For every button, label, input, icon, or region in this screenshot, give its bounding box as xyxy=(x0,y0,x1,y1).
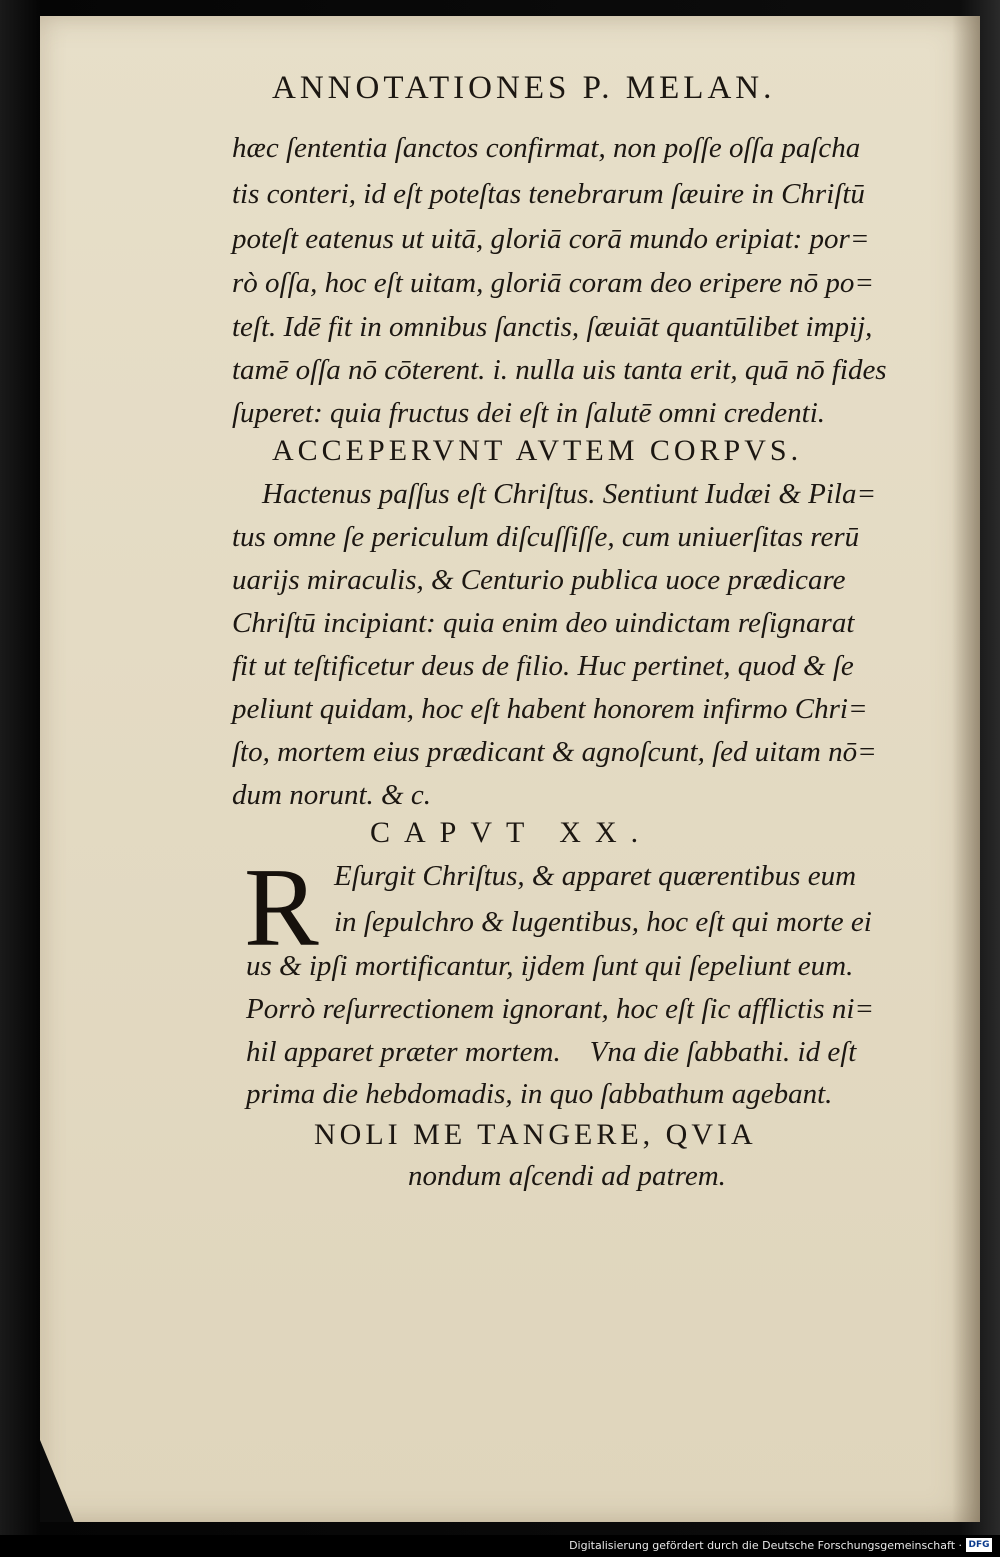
text-line: dum norunt. & c. xyxy=(232,779,431,811)
text-line: poteſt eatenus ut uitā, gloriā corā mundo eripiat: por= xyxy=(232,223,870,255)
section-heading: NOLI ME TANGERE, QVIA xyxy=(314,1118,757,1151)
text-line: prima die hebdomadis, in quo ſabbathum agebant. xyxy=(246,1078,833,1110)
text-line: teſt. Idē fit in omnibus ſanctis, ſæuiāt quantūlibet impij, xyxy=(232,311,873,343)
text-line: uarijs miraculis, & Centurio publica uoce prædicare xyxy=(232,564,846,596)
text-line: Porrò reſurrectionem ignorant, hoc eſt ſic afflictis ni= xyxy=(246,993,874,1025)
text-line: peliunt quidam, hoc eſt habent honorem infirmo Chri= xyxy=(232,693,868,725)
text-line: tamē oſſa nō cōterent. i. nulla uis tanta erit, quā nō fides xyxy=(232,354,887,386)
dfg-logo-icon: DFG xyxy=(966,1538,992,1552)
chapter-heading: CAPVT XX. xyxy=(370,816,653,849)
running-header: ANNOTATIONES P. MELAN. xyxy=(272,70,776,106)
text-line: rò oſſa, hoc eſt uitam, gloriā coram deo eripere nō po= xyxy=(232,267,874,299)
section-heading: ACCEPERVNT AVTEM CORPVS. xyxy=(272,434,803,467)
text-line: fit ut teſtificetur deus de filio. Huc pertinet, quod & ſe xyxy=(232,650,854,682)
text-line: tus omne ſe periculum diſcuſſiſſe, cum uniuerſitas rerū xyxy=(232,521,860,553)
text-line: Hactenus paſſus eſt Chriſtus. Sentiunt Iudæi & Pila= xyxy=(262,478,877,510)
text-line: Chriſtū incipiant: quia enim deo uindictam reſignarat xyxy=(232,607,855,639)
text-line: ſto, mortem eius prædicant & agnoſcunt, ſed uitam nō= xyxy=(232,736,877,768)
torn-corner xyxy=(40,1440,74,1522)
section-subheading: nondum aſcendi ad patrem. xyxy=(408,1160,726,1192)
text-line: in ſepulchro & lugentibus, hoc eſt qui morte ei xyxy=(334,906,872,938)
text-line: tis conteri, id eſt poteſtas tenebrarum ſæuire in Chriſtū xyxy=(232,178,865,210)
text-line: ſuperet: quia fructus dei eſt in ſalutē omni credenti. xyxy=(232,397,826,429)
text-line: us & ipſi mortificantur, ijdem ſunt qui ſepeliunt eum. xyxy=(246,950,854,982)
text-line: hil apparet præter mortem. Vna die ſabbathi. id eſt xyxy=(246,1036,857,1068)
drop-capital: R xyxy=(244,846,319,970)
text-line: Eſurgit Chriſtus, & apparet quærentibus eum xyxy=(334,860,857,892)
text-line: hæc ſententia ſanctos confirmat, non poſſe oſſa paſcha xyxy=(232,132,861,164)
digitization-credit: Digitalisierung gefördert durch die Deutsche Forschungsgemeinschaft · xyxy=(569,1539,962,1552)
